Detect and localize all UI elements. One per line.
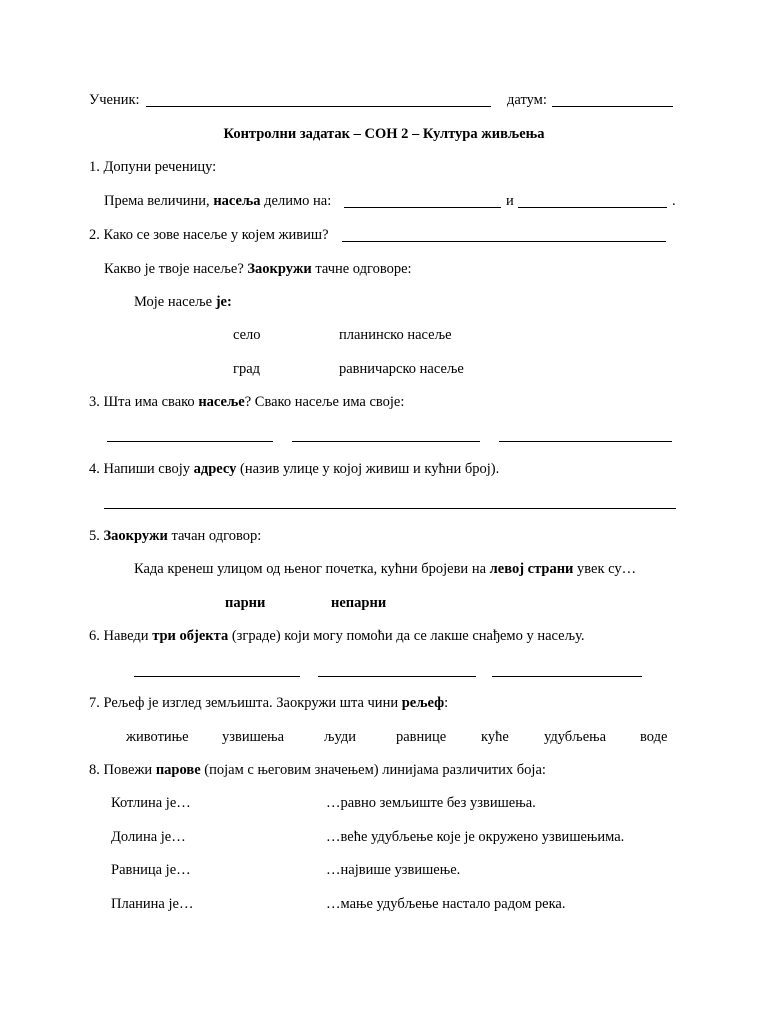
q8-meaning[interactable]: …мање удубљење настало радом река. bbox=[326, 896, 566, 912]
q8-term[interactable]: Котлина је… bbox=[111, 795, 191, 811]
q3-blank-3[interactable] bbox=[499, 441, 672, 442]
q4-prompt: 4. Напиши своју адресу (назив улице у којој живиш и кућни број). bbox=[89, 461, 500, 477]
q3-blank-2[interactable] bbox=[292, 441, 480, 442]
q8-meaning[interactable]: …равно земљиште без узвишења. bbox=[326, 795, 536, 811]
q8-meaning[interactable]: …веће удубљење које је окружено узвишењима. bbox=[326, 829, 625, 845]
q4-blank[interactable] bbox=[104, 508, 676, 509]
q8-prompt: 8. Повежи парове (појам с његовим значењем) линијама различитих боја: bbox=[89, 762, 546, 778]
q6-blank-2[interactable] bbox=[318, 676, 476, 677]
q2-option-city[interactable]: град bbox=[233, 361, 261, 377]
q7-word-houses[interactable]: куће bbox=[481, 729, 509, 745]
q2-prompt: 2. Како се зове насеље у којем живиш? bbox=[89, 227, 329, 243]
q6-blank-1[interactable] bbox=[134, 676, 300, 677]
q2-option-mountain[interactable]: планинско насеље bbox=[339, 327, 452, 343]
q7-word-people[interactable]: људи bbox=[324, 729, 357, 745]
q8-meaning[interactable]: …највише узвишење. bbox=[326, 862, 461, 878]
q7-word-depressions[interactable]: удубљења bbox=[544, 729, 607, 745]
q1-conj: и bbox=[506, 193, 514, 209]
q3-prompt: 3. Шта има свако насеље? Свако насеље има своје: bbox=[89, 394, 405, 410]
q7-word-animals[interactable]: животиње bbox=[126, 729, 189, 745]
q2-mine: Моје насеље је: bbox=[134, 294, 232, 310]
q1-blank-1[interactable] bbox=[344, 207, 501, 208]
page-title: Контролни задатак – СОН 2 – Култура живљења bbox=[223, 126, 545, 142]
q8-term[interactable]: Долина је… bbox=[111, 829, 186, 845]
q1-prompt: 1. Допуни реченицу: bbox=[89, 159, 217, 175]
q5-option-even[interactable]: парни bbox=[225, 595, 266, 611]
q7-word-plains[interactable]: равнице bbox=[396, 729, 447, 745]
q5-prompt: 5. Заокружи тачан одговор: bbox=[89, 528, 262, 544]
q6-prompt: 6. Наведи три објекта (зграде) који могу помоћи да се лакше снађемо у насељу. bbox=[89, 628, 585, 644]
date-blank[interactable] bbox=[552, 106, 673, 107]
q8-term[interactable]: Равница је… bbox=[111, 862, 191, 878]
q2-option-plain[interactable]: равничарско насеље bbox=[339, 361, 464, 377]
q1-sentence: Према величини, насеља делимо на: bbox=[104, 193, 332, 209]
q6-blank-3[interactable] bbox=[492, 676, 642, 677]
q5-sentence: Када кренеш улицом од њеног почетка, кућни бројеви на левој страни увек су… bbox=[134, 561, 637, 577]
q7-word-waters[interactable]: воде bbox=[640, 729, 668, 745]
student-label: Ученик: bbox=[89, 92, 140, 108]
q8-term[interactable]: Планина је… bbox=[111, 896, 194, 912]
q3-blank-1[interactable] bbox=[107, 441, 273, 442]
q2-sub: Какво је твоје насеље? Заокружи тачне одговоре: bbox=[104, 261, 412, 277]
student-name-blank[interactable] bbox=[146, 106, 491, 107]
q5-option-odd[interactable]: непарни bbox=[331, 595, 387, 611]
q1-blank-2[interactable] bbox=[518, 207, 667, 208]
q1-end: . bbox=[672, 193, 676, 209]
q2-option-village[interactable]: село bbox=[233, 327, 261, 343]
q7-word-elevations[interactable]: узвишења bbox=[222, 729, 285, 745]
date-label: датум: bbox=[507, 92, 547, 108]
q7-prompt: 7. Рељеф је изглед земљишта. Заокружи шта чини рељеф: bbox=[89, 695, 449, 711]
q2-blank[interactable] bbox=[342, 241, 666, 242]
